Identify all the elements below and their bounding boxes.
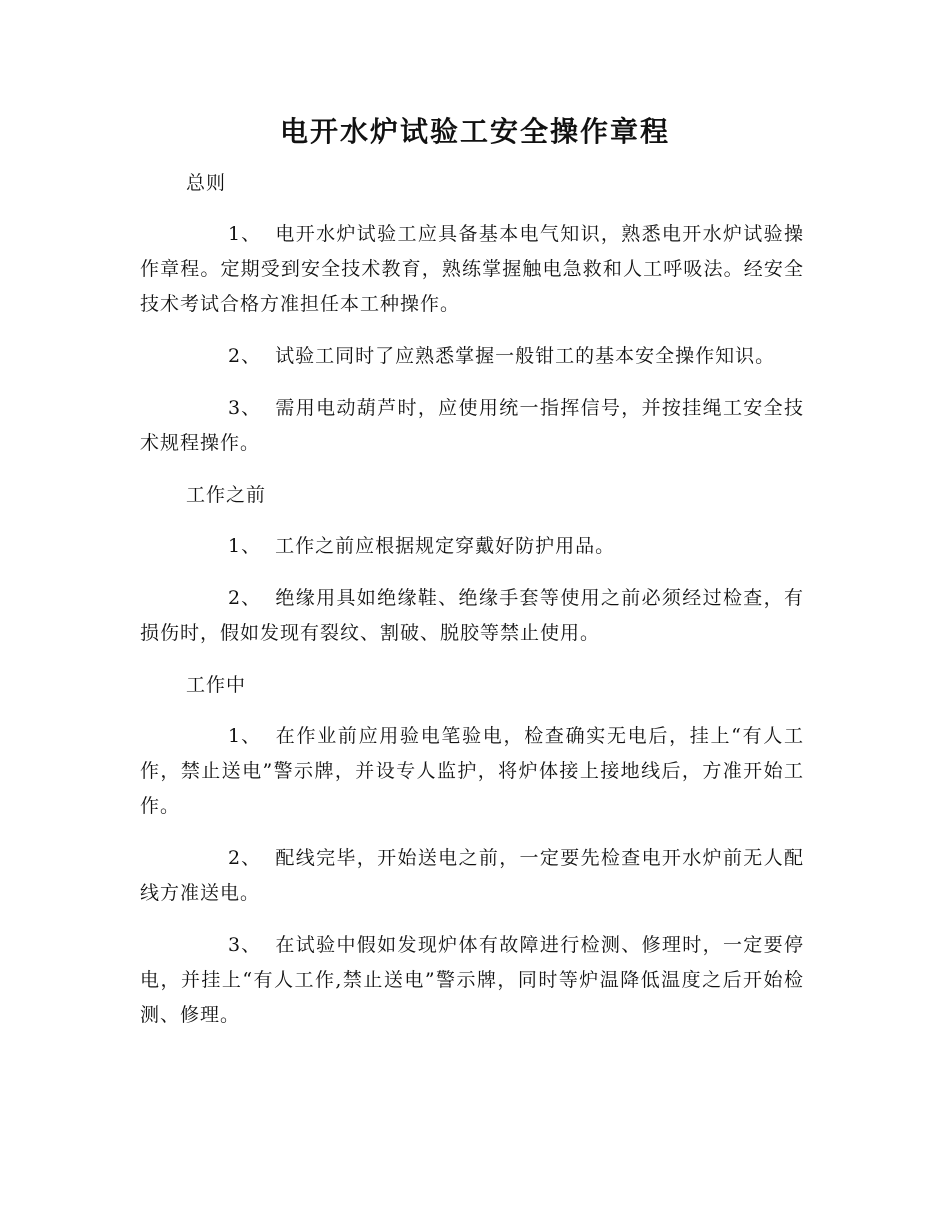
- item-text: 需用电动葫芦时，应使用统一指挥信号，并按挂绳工安全技术规程操作。: [140, 397, 804, 454]
- list-item: [140, 581, 804, 651]
- section-heading: 工作之前: [186, 484, 267, 506]
- item-number: 2、: [228, 847, 262, 869]
- item-number: 1、: [228, 725, 262, 747]
- item-text: 配线完毕，开始送电之前，一定要先检查电开水炉前无人配线方准送电。: [140, 847, 804, 904]
- item-text: 绝缘用具如绝缘鞋、绝缘手套等使用之前必须经过检查，有损伤时，假如发现有裂纹、割破、脱胶等禁止使用。: [140, 587, 804, 644]
- document-body: [140, 166, 804, 1050]
- list-item: [140, 841, 804, 911]
- list-item: [140, 391, 804, 461]
- item-number: 3、: [228, 397, 262, 419]
- list-item: [140, 529, 804, 564]
- document-title: 电开水炉试验工安全操作章程: [279, 115, 670, 148]
- section-heading: 总则: [186, 172, 227, 194]
- list-item: [140, 719, 804, 824]
- item-text: 工作之前应根据规定穿戴好防护用品。: [275, 535, 616, 557]
- item-number: 1、: [228, 535, 262, 557]
- item-number: 3、: [228, 934, 262, 956]
- item-text: 在试验中假如发现炉体有故障进行检测、修理时，一定要停电，并挂上“有人工作,禁止送电”警示牌，同时等炉温降低温度之后开始检测、修理。: [140, 934, 804, 1026]
- item-text: 在作业前应用验电笔验电，检查确实无电后，挂上“有人工作，禁止送电”警示牌，并设专人监护，将炉体接上接地线后，方准开始工作。: [140, 725, 804, 817]
- list-item: [140, 217, 804, 322]
- item-text: 电开水炉试验工应具备基本电气知识，熟悉电开水炉试验操作章程。定期受到安全技术教育，熟练掌握触电急救和人工呼吸法。经安全技术考试合格方准担任本工种操作。: [140, 223, 804, 315]
- list-item: [140, 928, 804, 1033]
- item-number: 2、: [228, 345, 262, 367]
- item-number: 2、: [228, 587, 262, 609]
- item-text: 试验工同时了应熟悉掌握一般钳工的基本安全操作知识。: [275, 345, 776, 367]
- list-item: [140, 339, 804, 374]
- item-number: 1、: [228, 223, 262, 245]
- section-heading: 工作中: [186, 674, 247, 696]
